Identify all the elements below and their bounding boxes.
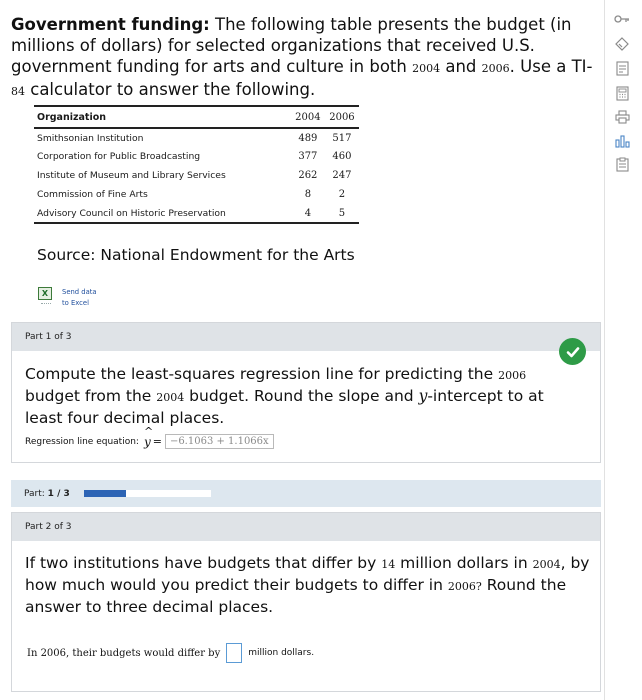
part1-question <box>25 364 585 428</box>
part1-panel <box>11 322 601 463</box>
question-text: budget. Round the slope and <box>184 387 419 405</box>
progress-prefix: Part: <box>24 488 48 499</box>
year-2004: 2004 <box>156 391 185 404</box>
send-to-excel-label <box>62 287 97 309</box>
table-row <box>34 204 359 223</box>
organization-cell: Smithsonian Institution <box>37 132 144 144</box>
answer-suffix: million dollars. <box>248 648 315 658</box>
send-to-excel-line2: to Excel <box>62 299 89 307</box>
y-hat: ^ y <box>144 435 151 449</box>
chart-icon[interactable] <box>613 132 631 150</box>
question-text: -intercept to at least four decimal places. <box>25 387 544 427</box>
problem-text: and <box>440 57 482 76</box>
problem-text: . Use a TI- <box>509 57 593 76</box>
progress-bar-fill <box>84 490 126 497</box>
part2-panel <box>11 512 601 692</box>
organization-cell: Corporation for Public Broadcasting <box>37 151 201 162</box>
notes-icon[interactable] <box>613 59 631 77</box>
question-text: If two institutions have budgets that differ by <box>25 554 382 572</box>
organization-cell: Commission of Fine Arts <box>37 189 148 200</box>
budget-2004-cell: 262 <box>298 170 318 181</box>
problem-statement <box>11 14 601 102</box>
calculator-model: 84 <box>11 85 25 98</box>
year-2004: 2004 <box>412 62 441 75</box>
send-to-excel-link[interactable] <box>38 287 97 309</box>
question-text: , by how much would you predict their budgets to differ in <box>25 554 590 594</box>
calculator-icon[interactable] <box>613 84 631 102</box>
data-source: Source: National Endowment for the Arts <box>37 246 355 264</box>
part-progress-label <box>24 489 70 499</box>
header-2004: 2004 <box>291 106 325 128</box>
table-row <box>34 128 359 147</box>
year-2006: 2006? <box>447 580 482 593</box>
progress-value: 1 / 3 <box>47 488 70 499</box>
problem-text: calculator to answer the following. <box>25 80 316 99</box>
part1-header: Part 1 of 3 <box>12 323 600 351</box>
budget-2006-cell: 517 <box>332 132 352 144</box>
problem-lead: Government funding: <box>11 15 210 34</box>
budget-2004-cell: 4 <box>291 204 325 223</box>
print-icon[interactable] <box>613 108 631 126</box>
clipboard-icon[interactable] <box>613 155 631 173</box>
budget-table <box>34 105 359 224</box>
eraser-icon[interactable] <box>613 35 631 53</box>
question-text: Compute the least-squares regression line for predicting the <box>25 365 499 383</box>
organization-cell: Institute of Museum and Library Services <box>37 170 226 181</box>
year-2006: 2006 <box>481 62 510 75</box>
answer-prefix: In 2006, their budgets would differ by <box>27 647 221 659</box>
year-2004: 2004 <box>532 558 561 571</box>
difference-value: 14 <box>381 558 396 571</box>
problem-text: The following table presents the budget (in millions of dollars) for selected organizations that received U.S. government funding for arts and culture in both <box>11 15 572 76</box>
budget-2004-cell: 489 <box>298 132 318 144</box>
regression-answer-field[interactable]: −6.1063 + 1.1066x <box>165 434 274 449</box>
equals-sign: = <box>152 435 162 448</box>
part2-header: Part 2 of 3 <box>12 513 600 541</box>
regression-equation <box>25 434 274 449</box>
y-variable: y <box>418 387 428 405</box>
table-header-row <box>34 106 359 128</box>
header-organization: Organization <box>34 106 291 128</box>
table-row <box>34 166 359 185</box>
budget-2004-cell: 8 <box>304 189 312 200</box>
progress-bar <box>84 490 211 497</box>
part2-answer-line <box>27 643 314 663</box>
question-text: budget from the <box>25 387 157 405</box>
budget-2006-cell: 2 <box>338 189 346 200</box>
table-row <box>34 147 359 166</box>
budget-2006-cell: 247 <box>332 170 352 181</box>
year-2006: 2006 <box>498 369 527 382</box>
key-icon[interactable] <box>613 10 631 28</box>
budget-2004-cell: 377 <box>298 151 318 162</box>
table-row <box>34 185 359 204</box>
question-text: million dollars in <box>395 554 533 572</box>
organization-cell: Advisory Council on Historic Preservation <box>34 204 291 223</box>
header-2006: 2006 <box>325 106 359 128</box>
question-text: Round the answer to three decimal places. <box>25 576 567 616</box>
tool-sidebar <box>604 0 642 700</box>
equation-label: Regression line equation: <box>25 436 139 447</box>
part2-question <box>25 553 590 617</box>
budget-difference-input[interactable] <box>226 643 242 663</box>
part-progress <box>11 480 601 507</box>
budget-2006-cell: 5 <box>325 204 359 223</box>
send-to-excel-line1: Send data <box>62 288 97 296</box>
excel-icon: X <box>38 287 52 300</box>
correct-check-icon <box>559 338 586 365</box>
budget-2006-cell: 460 <box>332 151 352 162</box>
